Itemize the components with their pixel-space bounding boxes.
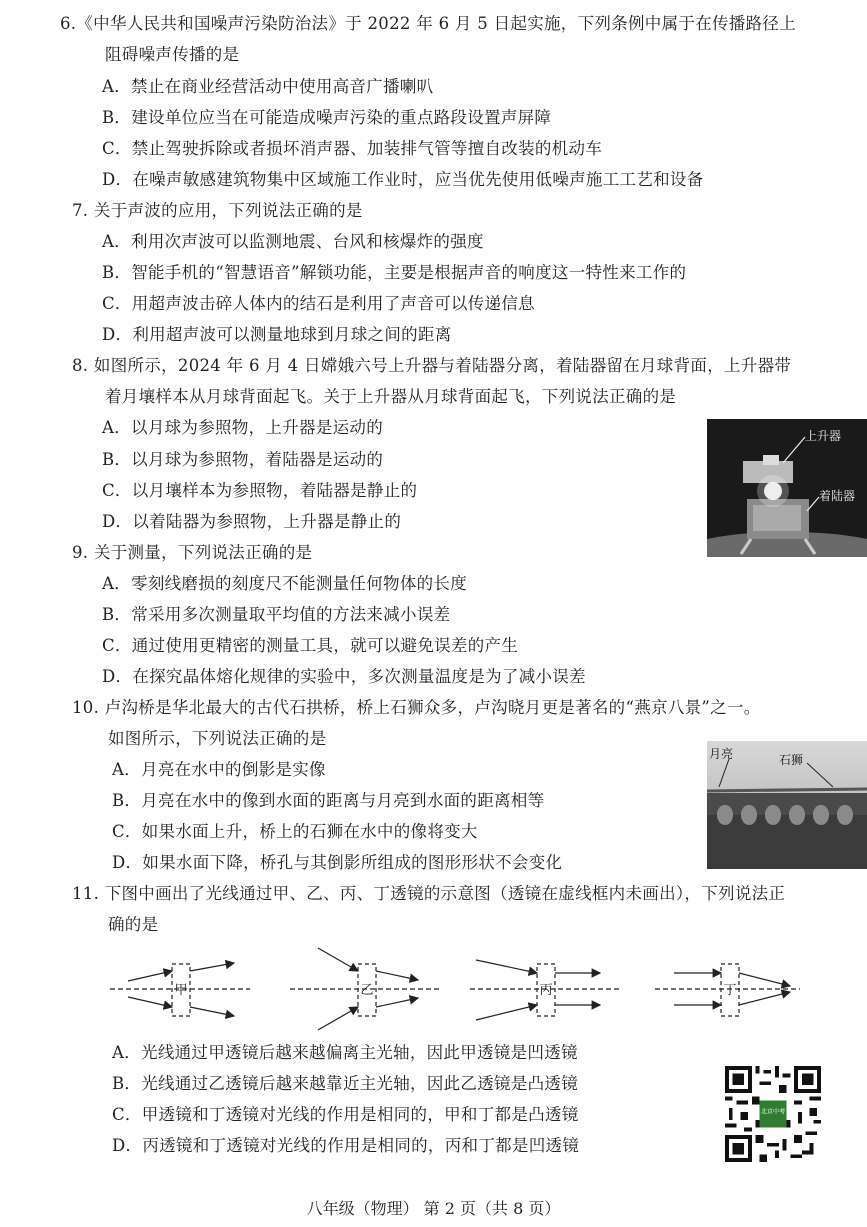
question-7-option-d: D．利用超声波可以测量地球到月球之间的距离 — [102, 325, 452, 344]
qr-badge-text: 北京中考 — [760, 1108, 786, 1116]
question-11-option-b: B．光线通过乙透镜后越来越靠近主光轴，因此乙透镜是凸透镜 — [112, 1074, 579, 1093]
question-9-option-c: C．通过使用更精密的测量工具，就可以避免误差的产生 — [102, 636, 519, 655]
question-6-option-a: A．禁止在商业经营活动中使用高音广播喇叭 — [102, 77, 434, 96]
lander-label: 着陆器 — [819, 489, 856, 503]
question-9-stem-line-1: 9. 关于测量，下列说法正确的是 — [72, 543, 313, 562]
question-8-stem-line-2: 着月壤样本从月球背面起飞。关于上升器从月球背面起飞，下列说法正确的是 — [105, 387, 677, 406]
question-8-option-d: D．以着陆器为参照物，上升器是静止的 — [102, 512, 402, 531]
question-8-stem-line-1: 8. 如图所示，2024 年 6 月 4 日嫦娥六号上升器与着陆器分离，着陆器留在月球背面，上升器带 — [72, 356, 792, 375]
question-11-option-c: C．甲透镜和丁透镜对光线的作用是相同的，甲和丁都是凸透镜 — [112, 1105, 579, 1124]
question-11-stem-line-2: 确的是 — [108, 915, 159, 934]
question-11-stem-line-1: 11. 下图中画出了光线通过甲、乙、丙、丁透镜的示意图（透镜在虚线框内未画出），下列说法正 — [72, 884, 786, 903]
question-10-stem-line-2: 如图所示，下列说法正确的是 — [108, 729, 327, 748]
ascender-label: 上升器 — [805, 429, 842, 443]
question-11-option-d: D．丙透镜和丁透镜对光线的作用是相同的，丙和丁都是凹透镜 — [112, 1136, 580, 1155]
moon-label: 月亮 — [709, 747, 734, 761]
question-8-option-a: A．以月球为参照物，上升器是运动的 — [102, 418, 384, 437]
lens-diagram — [100, 940, 800, 1040]
question-8-option-c: C．以月壤样本为参照物，着陆器是静止的 — [102, 481, 418, 500]
question-9-option-b: B．常采用多次测量取平均值的方法来减小误差 — [102, 605, 451, 624]
question-11-option-a: A．光线通过甲透镜后越来越偏离主光轴，因此甲透镜是凹透镜 — [112, 1043, 578, 1062]
lens-bing-label: 丙 — [539, 983, 553, 998]
question-8-option-b: B．以月球为参照物，着陆器是运动的 — [102, 450, 384, 469]
question-6-option-b: B．建设单位应当在可能造成噪声污染的重点路段设置声屏障 — [102, 108, 552, 127]
question-10-option-a: A．月亮在水中的倒影是实像 — [112, 760, 326, 779]
lens-jia-label: 甲 — [174, 983, 188, 998]
question-7-option-c: C．用超声波击碎人体内的结石是利用了声音可以传递信息 — [102, 294, 535, 313]
question-10-option-c: C．如果水面上升，桥上的石狮在水中的像将变大 — [112, 822, 478, 841]
lens-yi-label: 乙 — [360, 983, 374, 998]
lens-ding-label: 丁 — [723, 983, 737, 998]
question-7-option-b: B．智能手机的“智慧语音”解锁功能，主要是根据声音的响度这一特性来工作的 — [102, 263, 687, 282]
page-footer: 八年级（物理） 第 2 页（共 8 页） — [306, 1199, 561, 1218]
question-6-option-c: C．禁止驾驶拆除或者损坏消声器、加装排气管等擅自改装的机动车 — [102, 139, 603, 158]
lugou-bridge-photo — [707, 741, 867, 869]
question-6-stem-line-1: 6.《中华人民共和国噪声污染防治法》于 2022 年 6 月 5 日起实施，下列条例中属于在传播路径上 — [60, 14, 796, 33]
question-10-stem-line-1: 10. 卢沟桥是华北最大的古代石拱桥，桥上石狮众多，卢沟晓月更是著名的“燕京八景”之一。 — [72, 698, 761, 717]
lander-ascender-photo — [707, 419, 867, 557]
question-6-stem-line-2: 阻碍噪声传播的是 — [105, 45, 240, 64]
question-10-option-d: D．如果水面下降，桥孔与其倒影所组成的图形形状不会变化 — [112, 853, 563, 872]
question-9-option-d: D．在探究晶体熔化规律的实验中，多次测量温度是为了减小误差 — [102, 667, 586, 686]
question-6-option-d: D．在噪声敏感建筑物集中区域施工作业时，应当优先使用低噪声施工工艺和设备 — [102, 170, 704, 189]
question-7-stem-line-1: 7. 关于声波的应用，下列说法正确的是 — [72, 201, 363, 220]
question-10-option-b: B．月亮在水中的像到水面的距离与月亮到水面的距离相等 — [112, 791, 545, 810]
stone-lion-label: 石狮 — [779, 753, 804, 767]
qr-code — [725, 1066, 821, 1162]
question-9-option-a: A．零刻线磨损的刻度尺不能测量任何物体的长度 — [102, 574, 468, 593]
question-7-option-a: A．利用次声波可以监测地震、台风和核爆炸的强度 — [102, 232, 484, 251]
